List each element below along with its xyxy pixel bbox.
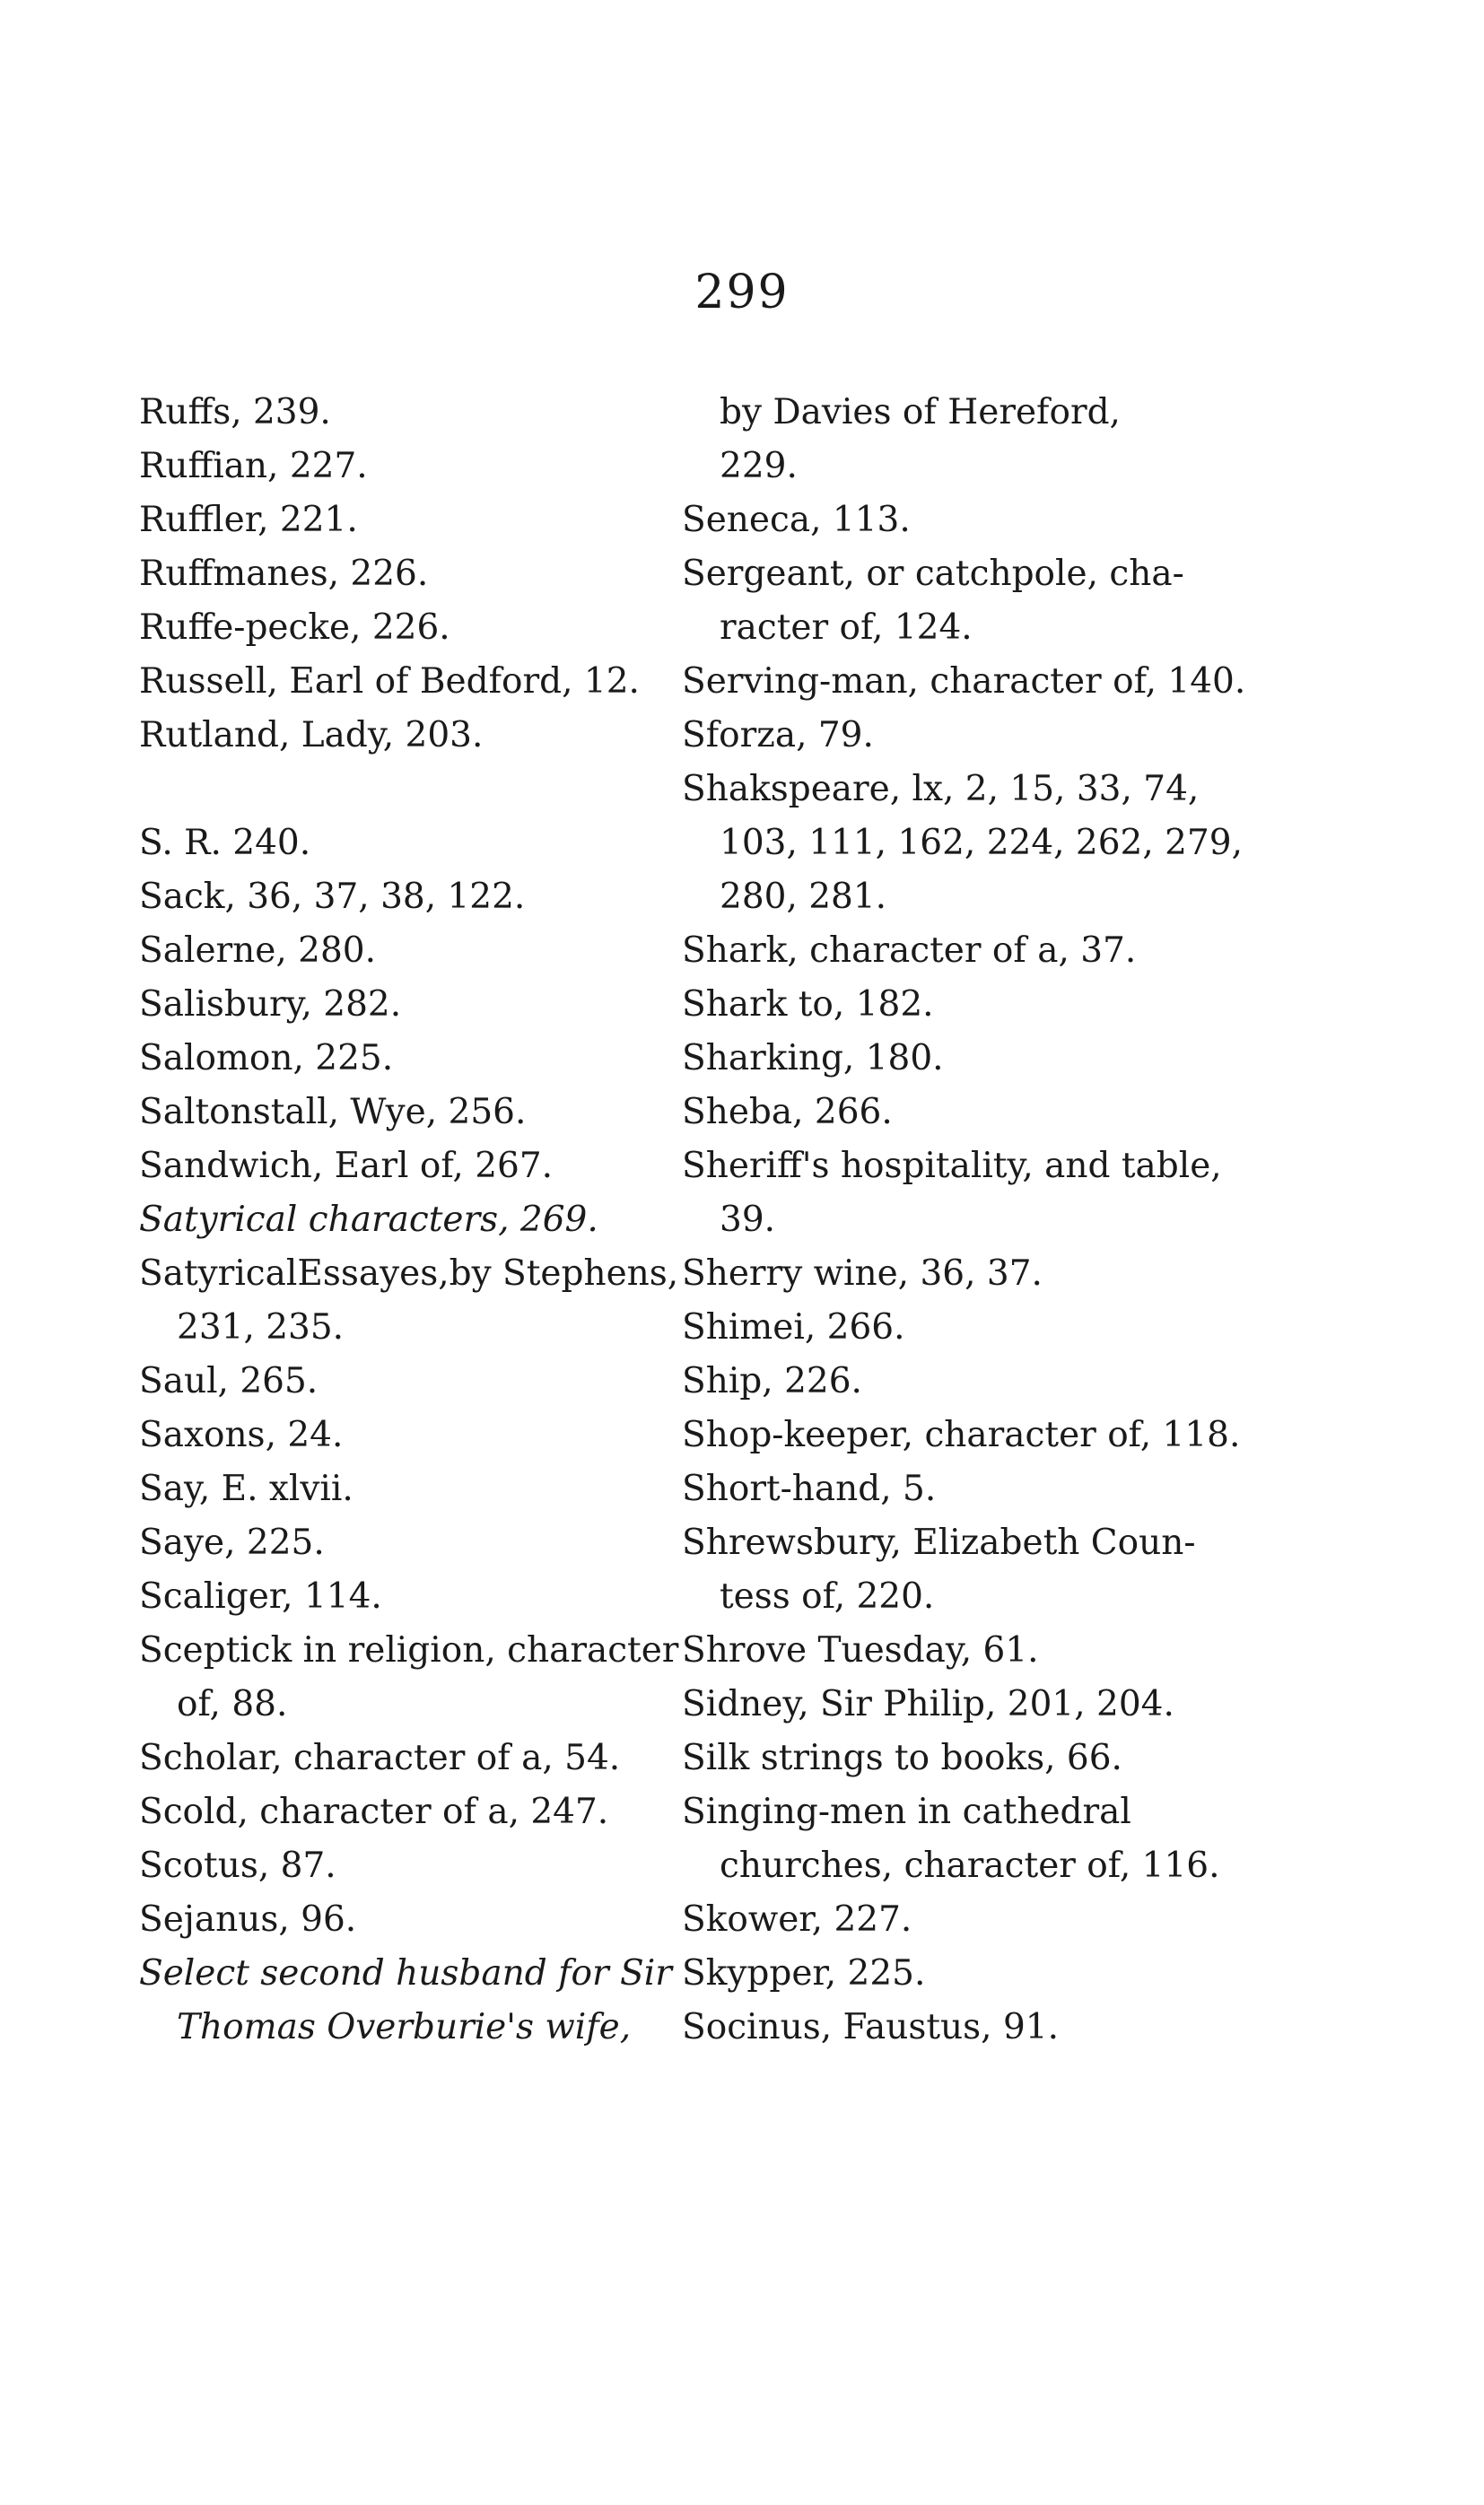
index-entry: Ruffs, 239. <box>139 392 331 432</box>
index-entry: S. R. 240. <box>139 823 311 863</box>
index-entry: Ruffe-pecke, 226. <box>139 607 450 648</box>
index-entry: Sharking, 180. <box>682 1038 944 1078</box>
index-entry: Salerne, 280. <box>139 930 376 971</box>
index-entry: Sejanus, 96. <box>139 1899 357 1940</box>
index-entry: Say, E. xlvii. <box>139 1469 354 1509</box>
index-entry-continuation: Thomas Overburie's wife, <box>177 2007 632 2047</box>
index-entry: Select second husband for Sir <box>139 1953 672 1994</box>
index-entry: Skypper, 225. <box>682 1953 926 1994</box>
index-entry: Seneca, 113. <box>682 500 911 540</box>
index-entry-continuation: racter of, 124. <box>720 607 973 648</box>
index-entry: Ruffmanes, 226. <box>139 554 429 594</box>
index-entry: Shimei, 266. <box>682 1307 905 1348</box>
index-entry: Scold, character of a, 247. <box>139 1792 609 1832</box>
section-gap <box>139 763 677 816</box>
index-entry: Ship, 226. <box>682 1361 862 1401</box>
index-entry: Sandwich, Earl of, 267. <box>139 1146 554 1186</box>
index-entry: Scholar, character of a, 54. <box>139 1738 621 1778</box>
index-entry: Short-hand, 5. <box>682 1469 937 1509</box>
index-entry: Shakspeare, lx, 2, 15, 33, 74, <box>682 769 1200 809</box>
index-entry: SatyricalEssayes,by Stephens, <box>139 1253 679 1294</box>
index-entry-continuation: 103, 111, 162, 224, 262, 279, <box>720 823 1244 863</box>
index-entry: Sack, 36, 37, 38, 122. <box>139 877 526 917</box>
index-entry: Shrewsbury, Elizabeth Coun- <box>682 1523 1196 1563</box>
index-entry-continuation: churches, character of, 116. <box>720 1846 1220 1886</box>
index-entry-continuation: 231, 235. <box>177 1307 345 1348</box>
index-entry: Serving-man, character of, 140. <box>682 661 1246 702</box>
index-entry: Rutland, Lady, 203. <box>139 715 484 755</box>
index-entry: Scaliger, 114. <box>139 1576 382 1617</box>
index-column-left <box>139 386 677 2055</box>
index-entry: Ruffler, 221. <box>139 500 358 540</box>
index-entry: Sidney, Sir Philip, 201, 204. <box>682 1684 1174 1724</box>
index-entry: Ruffian, 227. <box>139 446 368 486</box>
index-entry: Shark, character of a, 37. <box>682 930 1137 971</box>
index-entry: Satyrical characters, 269. <box>139 1200 598 1240</box>
index-entry: Sherry wine, 36, 37. <box>682 1253 1043 1294</box>
index-entry-continuation: by Davies of Hereford, <box>720 392 1121 432</box>
index-entry-continuation: 280, 281. <box>720 877 887 917</box>
index-entry: Sceptick in religion, character <box>139 1630 679 1671</box>
index-entry: Salomon, 225. <box>139 1038 394 1078</box>
index-entry: Saxons, 24. <box>139 1415 344 1455</box>
index-entry: Socinus, Faustus, 91. <box>682 2007 1059 2047</box>
index-entry: Shark to, 182. <box>682 984 934 1025</box>
index-entry-continuation: of, 88. <box>177 1684 288 1724</box>
index-column-right <box>682 386 1246 2055</box>
index-entry: Sheba, 266. <box>682 1092 893 1132</box>
index-entry-continuation: 229. <box>720 446 798 486</box>
page-number: 299 <box>694 266 790 319</box>
index-entry: Saye, 225. <box>139 1523 325 1563</box>
index-entry: Sergeant, or catchpole, cha- <box>682 554 1184 594</box>
index-entry: Silk strings to books, 66. <box>682 1738 1122 1778</box>
index-entry: Singing-men in cathedral <box>682 1792 1131 1832</box>
index-entry: Scotus, 87. <box>139 1846 336 1886</box>
index-entry: Salisbury, 282. <box>139 984 402 1025</box>
index-entry: Saul, 265. <box>139 1361 319 1401</box>
index-entry: Russell, Earl of Bedford, 12. <box>139 661 640 702</box>
index-entry-continuation: tess of, 220. <box>720 1576 935 1617</box>
index-entry: Saltonstall, Wye, 256. <box>139 1092 527 1132</box>
index-entry: Shrove Tuesday, 61. <box>682 1630 1039 1671</box>
index-entry-continuation: 39. <box>720 1200 776 1240</box>
index-entry: Sheriff's hospitality, and table, <box>682 1146 1222 1186</box>
index-entry: Sforza, 79. <box>682 715 874 755</box>
index-entry: Skower, 227. <box>682 1899 912 1940</box>
index-entry: Shop-keeper, character of, 118. <box>682 1415 1241 1455</box>
